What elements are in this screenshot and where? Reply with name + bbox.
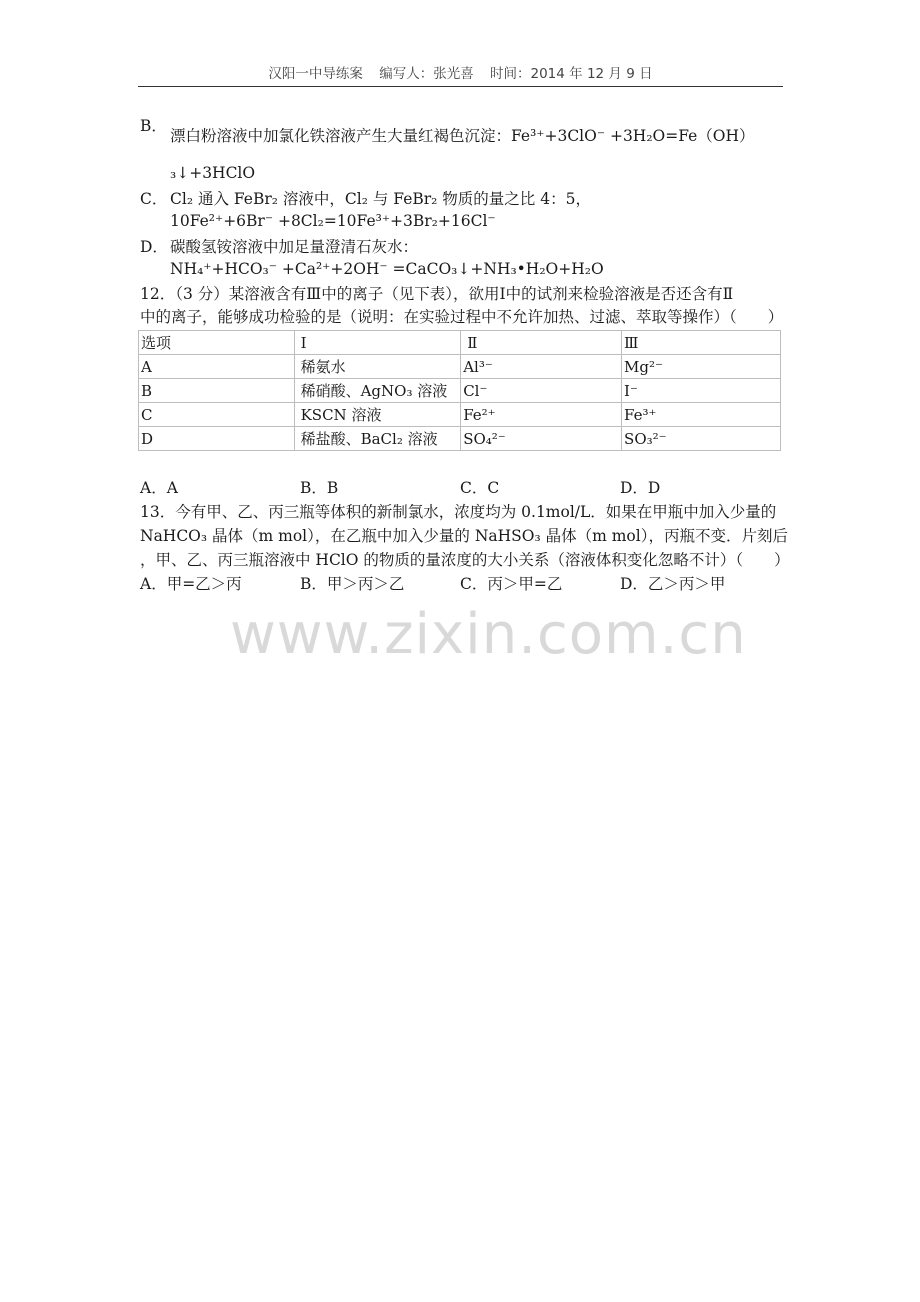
q11-option-d-line2: NH₄⁺+HCO₃⁻ +Ca²⁺+2OH⁻ =CaCO₃↓+NH₃•H₂O+H₂O [170, 260, 604, 278]
table-header-row [139, 331, 781, 355]
q12-answer-a: A．A [140, 479, 178, 497]
table-row [139, 355, 781, 379]
table-cell: D [139, 427, 295, 451]
watermark-text: www.zixin.com.cn [230, 602, 747, 667]
q11-option-d-label: D． [140, 238, 168, 256]
q12-answer-d: D．D [620, 479, 661, 497]
header-school: 汉阳一中导练案 [268, 66, 363, 82]
q11-option-d-line1: 碳酸氢铵溶液中加足量澄清石灰水： [170, 238, 419, 256]
table-cell: B [139, 379, 295, 403]
q11-option-c-label: C． [140, 190, 168, 208]
table-cell: SO₃²⁻ [622, 427, 781, 451]
q12-stem-line2: 中的离子，能够成功检验的是（说明：在实验过程中不允许加热、过滤、萃取等操作）（ ） [140, 308, 784, 326]
q13-stem-line1: 13．今有甲、乙、丙三瓶等体积的新制氯水，浓度均为 0.1mol/L．如果在甲瓶中加入少量的 [140, 503, 777, 521]
q12-options-table [138, 330, 781, 451]
header-author: 编写人：张光喜 [379, 66, 474, 82]
table-header-cell: Ⅲ [622, 331, 781, 355]
q11-option-b-line2: ₃↓+3HClO [170, 164, 256, 182]
table-cell: 稀硝酸、AgNO₃ 溶液 [294, 379, 461, 403]
table-row [139, 427, 781, 451]
table-cell: Fe³⁺ [622, 403, 781, 427]
table-cell: Fe²⁺ [461, 403, 622, 427]
table-header-cell: 选项 [139, 331, 295, 355]
table-row [139, 403, 781, 427]
table-cell: SO₄²⁻ [461, 427, 622, 451]
q13-answer-a: A．甲=乙＞丙 [140, 575, 242, 593]
q11-option-c-line2: 10Fe²⁺+6Br⁻ +8Cl₂=10Fe³⁺+3Br₂+16Cl⁻ [170, 212, 496, 230]
table-cell: Mg²⁻ [622, 355, 781, 379]
q11-option-b-label: B． [140, 117, 167, 135]
q12-stem-line1: 12．（3 分）某溶液含有Ⅲ中的离子（见下表），欲用Ⅰ中的试剂来检验溶液是否还含有Ⅱ [140, 285, 734, 303]
q13-answer-d: D．乙＞丙＞甲 [620, 575, 726, 593]
table-cell: 稀氨水 [294, 355, 461, 379]
q13-stem-line2: NaHCO₃ 晶体（m mol），在乙瓶中加入少量的 NaHSO₃ 晶体（m mol），丙瓶不变．片刻后 [140, 527, 788, 545]
q11-option-b-line1: 漂白粉溶液中加氯化铁溶液产生大量红褐色沉淀：Fe³⁺+3ClO⁻ +3H₂O=Fe（OH） [170, 127, 755, 145]
header-time: 时间：2014 年 12 月 9 日 [490, 66, 653, 82]
page-header [138, 62, 783, 87]
q13-answer-b: B．甲＞丙＞乙 [300, 575, 405, 593]
table-cell: KSCN 溶液 [294, 403, 461, 427]
q12-answer-b: B．B [300, 479, 339, 497]
table-cell: A [139, 355, 295, 379]
table-row [139, 379, 781, 403]
q11-option-c-line1: Cl₂ 通入 FeBr₂ 溶液中，Cl₂ 与 FeBr₂ 物质的量之比 4：5， [170, 190, 591, 208]
table-header-cell: Ⅱ [461, 331, 622, 355]
table-cell: Al³⁻ [461, 355, 622, 379]
table-cell: 稀盐酸、BaCl₂ 溶液 [294, 427, 461, 451]
table-cell: Cl⁻ [461, 379, 622, 403]
q12-answer-c: C．C [460, 479, 500, 497]
table-header-cell: Ⅰ [294, 331, 461, 355]
q13-stem-line3: ，甲、乙、丙三瓶溶液中 HClO 的物质的量浓度的大小关系（溶液体积变化忽略不计）（ ） [140, 551, 790, 569]
q13-answer-c: C．丙＞甲=乙 [460, 575, 563, 593]
table-cell: C [139, 403, 295, 427]
table-cell: I⁻ [622, 379, 781, 403]
